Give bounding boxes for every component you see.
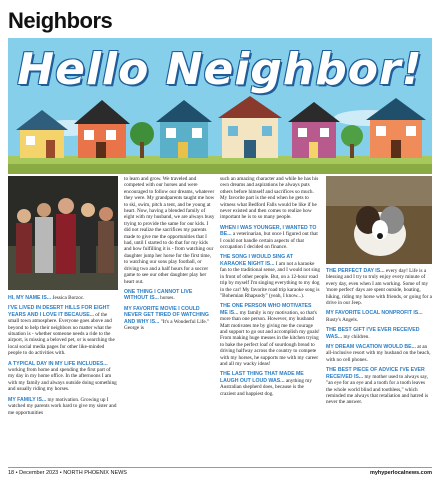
- paragraph: [326, 327, 432, 340]
- answer-text: at an all-inclusive resort with my husband on the beach, with no cell phones.: [326, 344, 431, 363]
- hello-neighbor-banner: [8, 38, 432, 174]
- paragraph: [220, 225, 320, 251]
- answer-text: my children.: [343, 333, 370, 340]
- intro-paragraph: [8, 295, 118, 301]
- paragraph: [124, 306, 216, 332]
- answer-text: my family is my motivation, so that's more than one person. However, my husband Matt motivates me by giving me the courage and support to go out and accomplish my goals! From making huge messes in the kitchen trying to bake the perfect loaf of sourdough bread to driving halfway across the country to compete with my horses, he supports me with my career and all my wacky ideas!: [220, 309, 320, 367]
- dog-photo-illustration: [326, 176, 432, 264]
- section-title: Neighbors: [8, 8, 113, 33]
- paragraph: [326, 310, 432, 323]
- answer-text: my mother used to always say, "an eye for an eye and a tooth for a tooth leaves the whole world blind and toothless," which reminded me always that retaliation and hatred is never the answer.: [326, 373, 429, 406]
- footer-website-link[interactable]: myhyperlocalnews.com: [369, 470, 432, 476]
- answer-text: Rusty's Angels.: [326, 316, 359, 323]
- question-heading: A TYPICAL DAY IN MY LIFE INCLUDES...: [8, 360, 108, 367]
- paragraph: [8, 361, 118, 393]
- family-photo-illustration: [8, 176, 118, 290]
- banner-title: Hello Neighbor!: [17, 44, 423, 95]
- paragraph: [8, 397, 118, 416]
- family-photo: [8, 176, 118, 290]
- question-heading: I'VE LIVED IN DESERT HILLS FOR EIGHT YEARS AND I LOVE IT BECAUSE...: [8, 305, 110, 318]
- question-heading: THE BEST PIECE OF ADVICE I'VE EVER RECEIVED IS...: [326, 367, 425, 380]
- question-heading: MY FAVORITE LOCAL NONPROFIT IS...: [326, 310, 423, 317]
- question-heading: MY DREAM VACATION WOULD BE...: [326, 344, 416, 351]
- intro-text: Jessica Borzoc.: [52, 295, 85, 301]
- paragraph: [8, 305, 118, 356]
- answer-text: I am not a karaoke fan to the traditional sense, and I would not sing in front of other people. But, on a 12-hour road trip by myself I'm singing everything to my dog in the car! My favorite road trip karaoke song is "Bohemian Rhapsody" (yeah, I know...).: [220, 260, 320, 299]
- answer-text: a veterinarian, but once I figured out that I could not handle certain aspects of that occupation I decided on finance.: [220, 231, 318, 251]
- question-heading: THE BEST GIFT I'VE EVER RECEIVED WAS...: [326, 327, 420, 340]
- dog-photo: [326, 176, 432, 264]
- column-1: [8, 295, 118, 420]
- column-4: [326, 268, 432, 410]
- question-heading: WHEN I WAS YOUNGER, I WANTED TO BE...: [220, 224, 317, 238]
- question-heading: ONE THING I CANNOT LIVE WITHOUT IS...: [124, 288, 193, 302]
- paragraph: [326, 344, 432, 363]
- column-3: [220, 176, 320, 401]
- question-heading: THE SONG I WOULD SING AT KARAOKE NIGHT IS...: [220, 254, 293, 267]
- paragraph: [124, 176, 216, 285]
- answer-text: "It's a Wonderful Life." George is: [124, 318, 210, 331]
- answer-text: every day! Life is a blessing and I try to truly enjoy every minute of every day, even when I am working. Some of my 'more perfect' days are spent outside, boating, hiking, riding my horse with friends, or going for a drive in our Jeep.: [326, 268, 432, 307]
- paragraph: [326, 268, 432, 306]
- question-heading: THE PERFECT DAY IS...: [326, 268, 385, 274]
- answer-text: anything my Australian shepherd does, because is the craziest and happiest dog.: [220, 377, 312, 397]
- paragraph: [326, 367, 432, 405]
- intro-heading: HI, MY NAME IS...: [8, 295, 52, 301]
- page-footer: [8, 467, 432, 476]
- answer-text: working from home and spending the first part of my day in my home office. In the afternoons I am with my family and always outside doing something and usually riding my horses.: [8, 367, 117, 393]
- question-heading: MY FAVORITE MOVIE I COULD NEVER GET TIRED OF WATCHING AND WHY IS...: [124, 305, 209, 325]
- answer-text: horses.: [160, 295, 175, 302]
- question-heading: MY FAMILY IS...: [8, 396, 47, 403]
- answer-text: such an amazing character and while he has his own dreams and aspirations he always puts others before himself and sacrifices so much. My favorite part is the end when he gets to witness what Bedford Falls would be like if he never existed and then comes to realize how important he is to so many people.: [220, 176, 319, 221]
- question-heading: THE ONE PERSON WHO MOTIVATES ME IS...: [220, 303, 312, 316]
- answer-text: my motivation. Growing up I watched my parents work hard to give my sister and me opportunities: [8, 396, 117, 416]
- paragraph: [220, 303, 320, 367]
- paragraph: [124, 289, 216, 302]
- paragraph: [220, 254, 320, 299]
- answer-text: to learn and grow. We traveled and competed with our horses and were encouraged to follow our dreams, whatever they were. My grandparents taught me how to ski, swim, pitch a tent, and be young at heart. Now, having a blended family of eight with my husband, we are always busy trying to provide the same for our kids. I did not realize the sacrifices my parents made to give me the opportunities that I had, until I started to do that for my kids and how fulfilling it is - from watching our daughter jump her horse for the first time, to watching our sons play football, or driving two and a half hours for a soccer game to see our other daughter play her heart out.: [124, 176, 215, 285]
- answer-text: of the small town atmosphere. Everyone goes above and beyond to help their neighbors no matter what the situation is - whether someone needs a ride to the airport, is missing a beloved pet, or is searching the local social media pages for other like-minded people to do activities with.: [8, 311, 115, 357]
- paragraph: [220, 176, 320, 221]
- paragraph: [220, 371, 320, 397]
- footer-folio: 18 • December 2023 • NORTH PHOENIX NEWS: [8, 470, 127, 476]
- column-2: [124, 176, 216, 335]
- question-heading: THE LAST THING THAT MADE ME LAUGH OUT LOUD WAS...: [220, 371, 304, 384]
